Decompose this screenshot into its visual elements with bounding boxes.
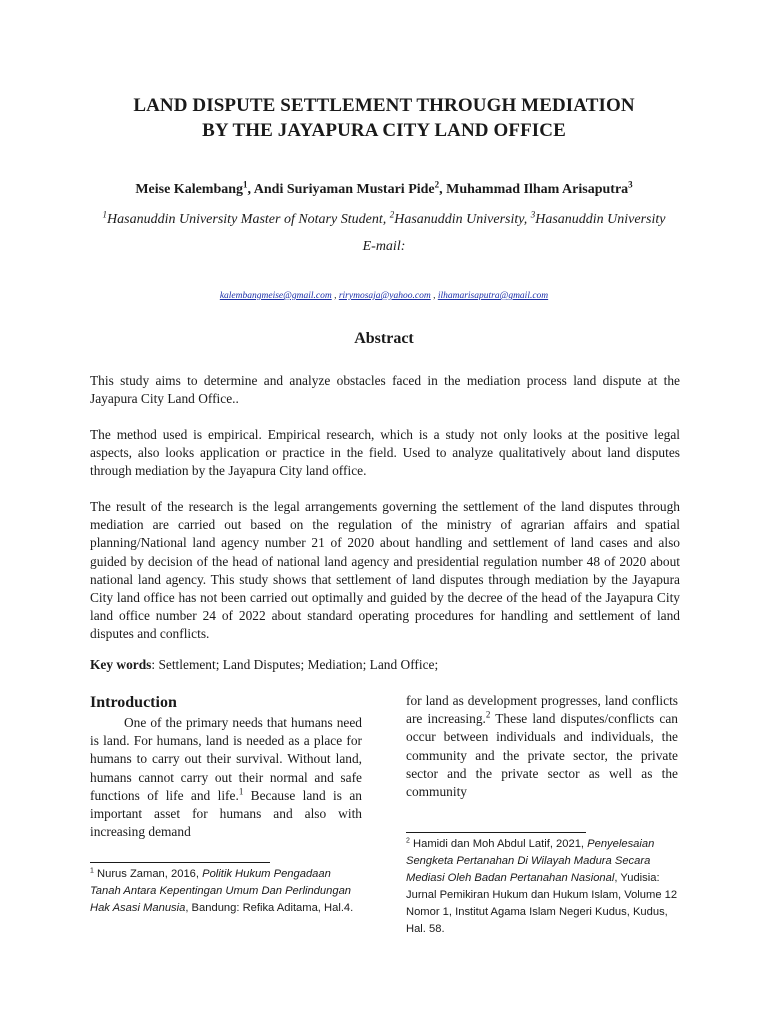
author-name: Meise Kalembang	[135, 182, 244, 197]
title-line-1: LAND DISPUTE SETTLEMENT THROUGH MEDIATION	[133, 95, 635, 116]
title-line-2: BY THE JAYAPURA CITY LAND OFFICE	[202, 120, 566, 141]
keywords-text: : Settlement; Land Disputes; Mediation; Land Office;	[151, 657, 439, 672]
footnote-ref[interactable]: 1	[238, 786, 244, 797]
body-paragraph: for land as development progresses, land conflicts are increasing.$^2$ These land disputes/conflicts can occur between individuals and individuals, the community and the private sector, the private sector and the private sector as well as the community	[406, 693, 678, 800]
author-sup: 2	[434, 179, 440, 190]
footnote-1: $^1$ Nurus Zaman, 2016, Politik Hukum Pengadaan Tanah Antara Kepentingan Umum Dan Perlindungan Hak Asasi Manusia, Bandung: Refika Aditama, Hal.4.	[90, 867, 354, 914]
email-link[interactable]: ilhamarisaputra@gmail.com	[437, 291, 549, 301]
intro-left-column	[90, 692, 362, 841]
author-sup: 1	[243, 179, 248, 190]
footnote-2: $^2$ Hamidi dan Moh Abdul Latif, 2021, Penyelesaian Sengketa Pertanahan Di Wilayah Madura Secara Mediasi Oleh Badan Pertanahan Nasional, Yudisia: Jurnal Pemikiran Hukum dan Hukum Islam, Volume 12 Nomor 1, Institut Agama Islam Negeri Kudus, Kudus, Hal. 58.	[406, 837, 678, 935]
footnote-divider	[90, 862, 270, 863]
footnote-ref[interactable]: 2	[485, 709, 491, 720]
abstract-paragraph: The result of the research is the legal arrangements governing the settlement of the land disputes through mediation are carried out based on the regulation of the ministry of agrarian affairs and spatial planning/National land agency number 21 of 2020 about handling and settlement of land cases and also guided by decision of the head of national land agency and presidential regulation number 48 of 2020 about national land agency. This study shows that settlement of land disputes through mediation by the Jayapura City land office has not been carried out optimally and guided by the decree of the head of the Jayapura City land office number 24 of 2022 about standard operating procedures for handling and settlement of land disputes and conflicts.	[90, 499, 680, 642]
abstract-heading: Abstract	[354, 330, 414, 347]
paper-title	[60, 93, 708, 143]
body-paragraph: One of the primary needs that humans need is land. For humans, land is needed as a place for humans to carry out their survival. Without land, humans cannot carry out their normal and safe functions of life and life.$^1$ Because land is an important asset for humans and also with increasing demand	[90, 715, 362, 840]
email-list: kalembangmeise@gmail.com , rirymosaja@yahoo.com , ilhamarisaputra@gmail.com	[219, 291, 549, 301]
introduction-heading: Introduction	[90, 694, 177, 711]
email-label: E-mail:	[362, 239, 406, 254]
abstract-paragraph: This study aims to determine and analyze obstacles faced in the mediation process land dispute at the Jayapura City Land Office..	[90, 373, 680, 407]
author-name: Muhammad Ilham Arisaputra	[446, 182, 629, 197]
keywords	[90, 656, 680, 674]
intro-right-column	[406, 692, 678, 801]
email-link[interactable]: rirymosaja@yahoo.com	[338, 291, 431, 301]
abstract-paragraph: The method used is empirical. Empirical research, which is a study not only looks at the positive legal aspects, also looks application or practice in the field. Used to analyze qualitatively about land disputes through mediation by the Jayapura City land office.	[90, 427, 680, 479]
affiliations: $^1$Hasanuddin University Master of Notary Student, $^2$Hasanuddin University, $^3$Hasanuddin University E-mail:	[100, 206, 668, 260]
author-name: Andi Suriyaman Mustari Pide	[253, 182, 435, 197]
author-sup: 3	[628, 179, 633, 190]
footnote-divider	[406, 832, 586, 833]
author-list: Meise Kalembang$^1$, Andi Suriyaman Mustari Pide$^2$, Muhammad Ilham Arisaputra$^3$	[135, 179, 633, 197]
keywords-label: Key words	[90, 657, 152, 672]
email-link[interactable]: kalembangmeise@gmail.com	[219, 291, 332, 301]
